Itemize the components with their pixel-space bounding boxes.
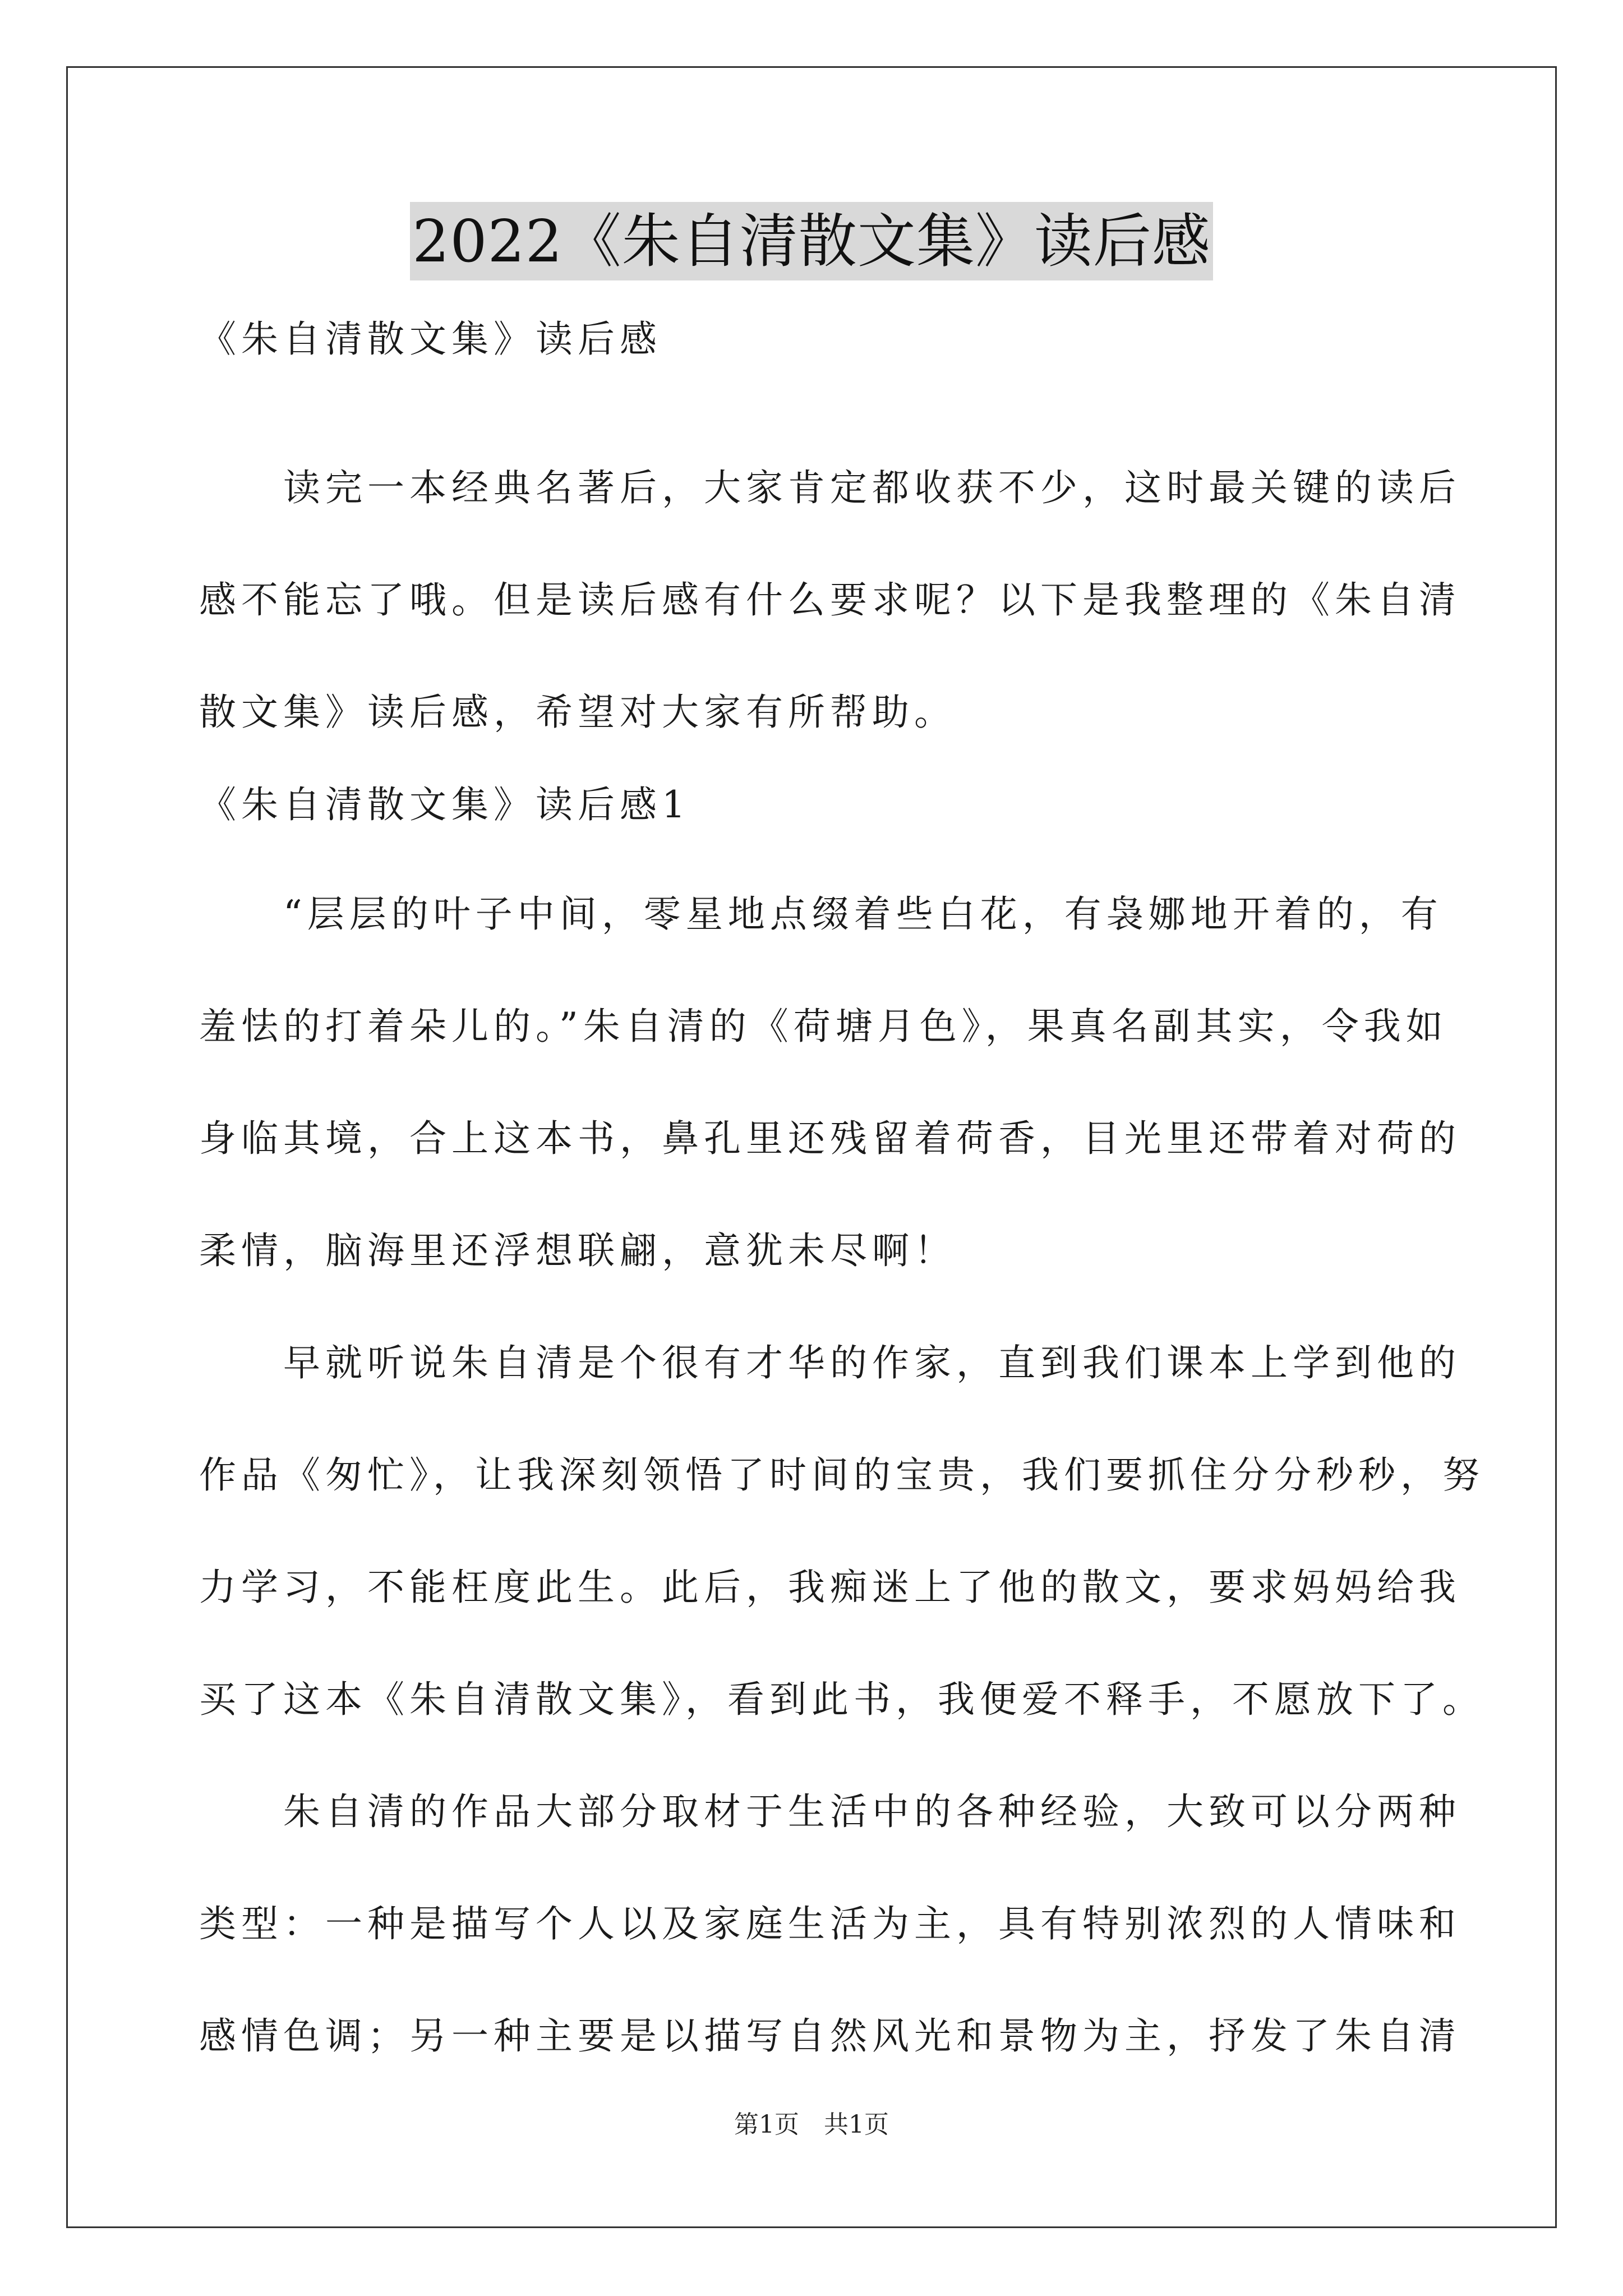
- heading-line: 《朱自清散文集》读后感: [199, 318, 662, 361]
- paragraph-line: 朱自清的作品大部分取材于生活中的各种经验，大致可以分两种: [199, 1790, 1461, 1833]
- paragraph-line: 感情色调；另一种主要是以描写自然风光和景物为主，抒发了朱自清: [199, 2014, 1461, 2058]
- paragraph-line: 身临其境，合上这本书，鼻孔里还残留着荷香，目光里还带着对荷的: [199, 1117, 1461, 1160]
- paragraph-line: 力学习，不能枉度此生。此后，我痴迷上了他的散文，要求妈妈给我: [199, 1566, 1461, 1609]
- paragraph-line: 散文集》读后感，希望对大家有所帮助。: [199, 691, 956, 734]
- title-container: [0, 202, 1623, 280]
- paragraph-line: 感不能忘了哦。但是读后感有什么要求呢？以下是我整理的《朱自清: [199, 578, 1461, 622]
- paragraph-line: “层层的叶子中间，零星地点缀着些白花，有袅娜地开着的，有: [199, 892, 1443, 936]
- document-title: 2022《朱自清散文集》读后感: [410, 202, 1213, 280]
- paragraph-line: 类型：一种是描写个人以及家庭生活为主，具有特别浓烈的人情味和: [199, 1902, 1461, 1945]
- paragraph-line: 羞怯的打着朵儿的。”朱自清的《荷塘月色》，果真名副其实，令我如: [199, 1005, 1448, 1048]
- paragraph-line: 早就听说朱自清是个很有才华的作家，直到我们课本上学到他的: [199, 1341, 1461, 1384]
- paragraph-line: 买了这本《朱自清散文集》，看到此书，我便爱不释手，不愿放下了。: [199, 1678, 1484, 1721]
- paragraph-line: 柔情，脑海里还浮想联翩，意犹未尽啊！: [199, 1229, 956, 1272]
- paragraph-line: 读完一本经典名著后，大家肯定都收获不少，这时最关键的读后: [199, 466, 1461, 509]
- page-footer: 第1页 共1页: [734, 2110, 889, 2139]
- paragraph-line: 作品《匆忙》，让我深刻领悟了时间的宝贵，我们要抓住分分秒秒，努: [199, 1453, 1484, 1497]
- subheading-line: 《朱自清散文集》读后感1: [199, 783, 690, 826]
